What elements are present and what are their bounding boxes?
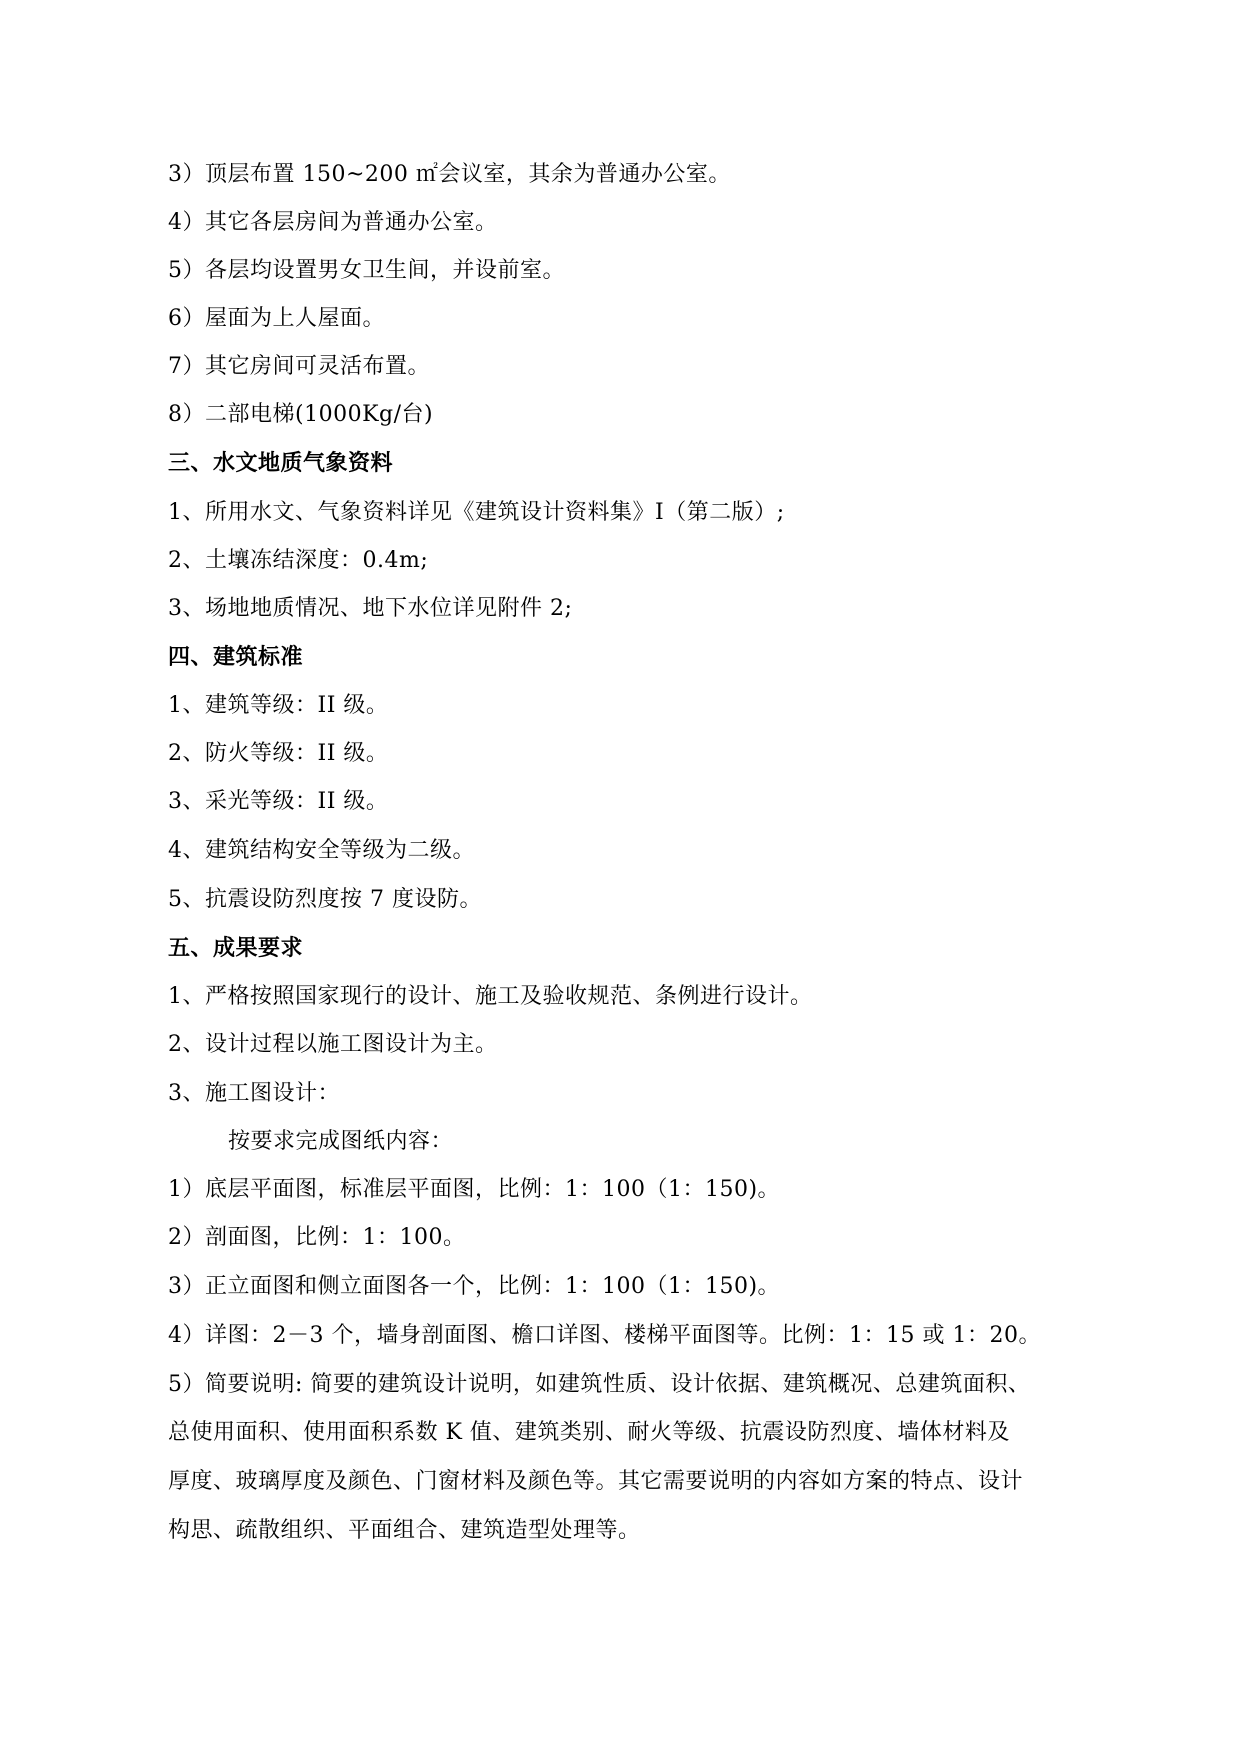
- list-item: 3、施工图设计：: [168, 1081, 340, 1106]
- brief-line: 5）简要说明: 简要的建筑设计说明，如建筑性质、设计依据、建筑概况、总建筑面积、: [168, 1372, 1031, 1397]
- brief-line: 构思、疏散组织、平面组合、建筑造型处理等。: [168, 1518, 641, 1543]
- list-item: 3）顶层布置 150~200 ㎡会议室，其余为普通办公室。: [168, 162, 731, 187]
- list-item: 2、防火等级：II 级。: [168, 741, 389, 766]
- list-item: 2、土壤冻结深度：0.4m;: [168, 548, 429, 573]
- list-item: 1、建筑等级：II 级。: [168, 693, 389, 718]
- list-item: 6）屋面为上人屋面。: [168, 306, 385, 331]
- list-item: 4、建筑结构安全等级为二级。: [168, 838, 475, 863]
- section-heading: 四、建筑标准: [168, 645, 304, 670]
- list-item: 4）其它各层房间为普通办公室。: [168, 210, 498, 235]
- list-item: 7）其它房间可灵活布置。: [168, 354, 430, 379]
- list-item: 8）二部电梯(1000Kg/台): [168, 402, 434, 427]
- drawing-item: 4）详图：2－3 个，墙身剖面图、檐口详图、楼梯平面图等。比例：1：15 或 1：20。: [168, 1323, 1041, 1348]
- list-item: 2、设计过程以施工图设计为主。: [168, 1032, 498, 1057]
- drawing-item: 2）剖面图，比例：1：100。: [168, 1225, 466, 1250]
- section-heading: 三、水文地质气象资料: [168, 451, 394, 476]
- section-heading: 五、成果要求: [168, 936, 304, 961]
- list-item: 1、严格按照国家现行的设计、施工及验收规范、条例进行设计。: [168, 984, 813, 1009]
- sub-intro: 按要求完成图纸内容：: [228, 1129, 454, 1154]
- brief-line: 总使用面积、使用面积系数 K 值、建筑类别、耐火等级、抗震设防烈度、墙体材料及: [168, 1420, 1010, 1445]
- list-item: 3、采光等级：II 级。: [168, 789, 389, 814]
- drawing-item: 3）正立面图和侧立面图各一个，比例：1：100（1：150)。: [168, 1274, 781, 1299]
- brief-line: 厚度、玻璃厚度及颜色、门窗材料及颜色等。其它需要说明的内容如方案的特点、设计: [168, 1469, 1024, 1494]
- list-item: 5、抗震设防烈度按 7 度设防。: [168, 887, 482, 912]
- list-item: 5）各层均设置男女卫生间，并设前室。: [168, 258, 565, 283]
- list-item: 1、所用水文、气象资料详见《建筑设计资料集》Ⅰ（第二版）;: [168, 500, 785, 525]
- list-item: 3、场地地质情况、地下水位详见附件 2;: [168, 596, 573, 621]
- drawing-item: 1）底层平面图，标准层平面图，比例：1：100（1：150)。: [168, 1177, 781, 1202]
